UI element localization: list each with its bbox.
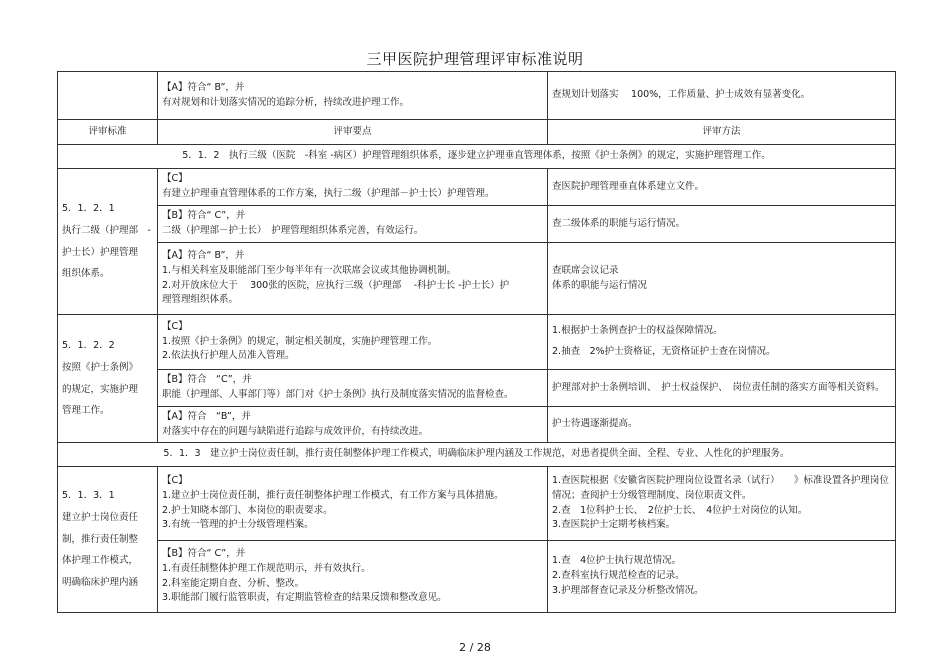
method-line: 2.查科室执行规范检查的记录。: [552, 570, 685, 582]
standard-line: 护士长）护理管理: [62, 246, 139, 258]
section-title-5-1-3: 5．1．3 建立护士岗位责任制，推行责任制整体护理工作模式，明确临床护理内涵及工作规范，对患者提供全面、全程、专业、人性化的护理服务。: [58, 443, 896, 467]
method-cell: [548, 541, 896, 613]
header-standard: 评审标准: [58, 120, 158, 145]
points-cell: [158, 370, 548, 407]
method-cell: [548, 370, 896, 407]
points-line: 1.建立护士岗位责任制，推行责任制整体护理工作模式，有工作方案与具体措施。: [162, 489, 504, 501]
points-line: 职能（护理部、人事部门等）部门对《护士条例》执行及制度落实情况的监督检查。: [162, 389, 514, 400]
standard-line: 建立护士岗位责任: [62, 511, 139, 523]
standard-line: 组织体系。: [62, 268, 110, 280]
points-cell: [158, 407, 548, 443]
header-method: 评审方法: [548, 120, 896, 145]
table-row: [58, 407, 896, 443]
points-line: 1.与相关科室及职能部门至少每半年有一次联席会议或其他协调机制。: [162, 264, 457, 276]
method-cell: [548, 315, 896, 370]
standard-line: 5．1．3．1: [62, 489, 115, 501]
table-row: [58, 315, 896, 370]
standard-cell-5-1-2-2: [58, 315, 158, 443]
points-cell: [158, 243, 548, 315]
points-line: 2.对开放床位大于 300张的医院，应执行三级（护理部 -科护士长 -护士长）护: [162, 279, 510, 291]
method-line: 1.查医院根据《安徽省医院护理岗位设置名录（试行） 》标准设置各护理岗位情况；查阅护士分级管理制度、岗位职责文件。: [552, 475, 889, 501]
table-row: [58, 206, 896, 243]
header-row: [58, 120, 896, 145]
standards-table: [57, 71, 896, 613]
section-title-5-1-2: 5．1．2 执行三级（医院 -科室 -病区）护理管理组织体系，逐步建立护理垂直管理体系，按照《护士条例》的规定，实施护理管理工作。: [58, 145, 896, 169]
method-line: 查规划计划落实 100%，工作质量、护士成效有显著变化。: [552, 89, 811, 101]
points-line: 1.有责任制整体护理工作规范明示，并有效执行。: [162, 562, 371, 574]
method-cell: [548, 206, 896, 243]
method-line: 护理部对护士条例培训、 护士权益保护、 岗位责任制的落实方面等相关资料。: [552, 381, 885, 393]
points-line: 【C】: [162, 320, 188, 332]
standard-line: 体护理工作模式，: [62, 555, 139, 567]
points-line: 理管理组织体系。: [162, 294, 239, 306]
points-line: 【A】符合“ B”，并: [162, 250, 245, 262]
points-cell: [158, 169, 548, 206]
points-line: 有对规划和计划落实情况的追踪分析，持续改进护理工作。: [162, 96, 410, 108]
points-cell: [158, 315, 548, 370]
points-line: 1.按照《护士条例》的规定，制定相关制度，实施护理管理工作。: [162, 335, 438, 347]
points-line: 有建立护理垂直管理体系的工作方案，执行二级（护理部－护士长）护理管理。: [162, 188, 495, 199]
method-cell: [548, 169, 896, 206]
empty-cell: [58, 72, 158, 120]
method-line: 2.查 1位科护士长、 2位护士长、 4位护士对岗位的认知。: [552, 504, 808, 516]
standard-line: 5．1．2．2: [62, 339, 115, 351]
points-cell: [158, 72, 548, 120]
page-number: 2 / 28: [459, 641, 491, 654]
method-line: 2.抽查 2%护士资格证，无资格证护士查在岗情况。: [552, 346, 776, 357]
points-line: 2.护士知晓本部门、本岗位的职责要求。: [162, 504, 333, 516]
table-row: [58, 169, 896, 206]
standard-line: 明确临床护理内涵: [62, 577, 139, 589]
points-line: 2.依法执行护理人员准入管理。: [162, 350, 295, 362]
table-row: [58, 467, 896, 541]
points-line: 3.职能部门履行监管职责，有定期监管检查的结果反馈和整改意见。: [162, 592, 447, 604]
points-line: 【B】符合“ C”，并: [162, 548, 246, 560]
method-line: 体系的职能与运行情况: [552, 279, 648, 291]
points-cell: [158, 467, 548, 541]
method-line: 查联席会议记录: [552, 264, 619, 276]
points-line: 【A】符合“ B”，并: [162, 81, 245, 93]
method-line: 查医院护理管理垂直体系建立文件。: [552, 180, 705, 192]
section-row: [58, 145, 896, 169]
method-line: 1.查 4位护士执行规范情况。: [552, 555, 682, 567]
header-points: 评审要点: [158, 120, 548, 145]
points-line: 【C】: [162, 475, 188, 487]
method-line: 查二级体系的职能与运行情况。: [552, 217, 686, 229]
points-cell: [158, 541, 548, 613]
standard-line: 执行二级（护理部 -: [62, 224, 151, 236]
method-line: 护士待遇逐渐提高。: [552, 418, 638, 430]
method-cell: [548, 407, 896, 443]
page-title: 三甲医院护理管理评审标准说明: [366, 50, 584, 68]
standard-line: 管理工作。: [62, 405, 110, 417]
section-row: [58, 443, 896, 467]
points-line: 【B】符合“ C”，并: [162, 210, 246, 222]
standard-line: 的规定，实施护理: [62, 383, 139, 395]
points-line: 3.有统一管理的护士分级管理档案。: [162, 519, 314, 531]
points-line: 2.科室能定期自查、分析、整改。: [162, 577, 305, 589]
points-line: 对落实中存在的问题与缺陷进行追踪与成效评价，有持续改进。: [162, 425, 429, 437]
points-line: 【B】符合 “C”，并: [162, 374, 252, 386]
standard-line: 5．1．2．1: [62, 202, 115, 214]
standard-cell-5-1-3-1: [58, 467, 158, 613]
points-cell: [158, 206, 548, 243]
points-line: 【A】符合 “B”，并: [162, 410, 251, 422]
method-line: 3.查医院护士定期考核档案。: [552, 519, 676, 531]
standard-cell-5-1-2-1: [58, 169, 158, 315]
table-row: [58, 72, 896, 120]
standard-line: 按照《护士条例》: [62, 361, 139, 373]
method-cell: [548, 72, 896, 120]
method-cell: [548, 243, 896, 315]
method-line: 1.根据护士条例查护士的权益保障情况。: [552, 325, 723, 337]
points-line: 【C】: [162, 173, 188, 185]
table-row: [58, 541, 896, 613]
method-line: 3.护理部督查记录及分析整改情况。: [552, 584, 704, 596]
method-cell: [548, 467, 896, 541]
standard-line: 制，推行责任制整: [62, 533, 139, 545]
table-row: [58, 243, 896, 315]
points-line: 二级（护理部－护士长） 护理管理组织体系完善，有效运行。: [162, 225, 424, 236]
table-row: [58, 370, 896, 407]
